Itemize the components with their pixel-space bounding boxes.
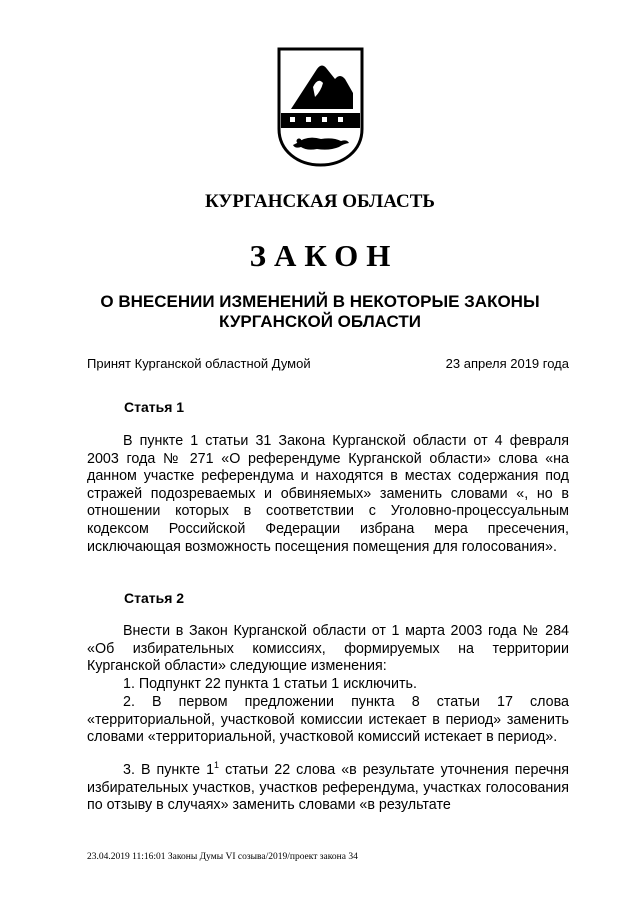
adoption-info	[87, 356, 569, 374]
article-1-heading: Статья 1	[124, 399, 185, 415]
article-2-heading: Статья 2	[124, 590, 185, 606]
adopted-by: Принят Курганской областной Думой	[87, 356, 311, 371]
law-subtitle-line-2: КУРГАНСКОЙ ОБЛАСТИ	[219, 312, 421, 331]
item-3-start: 3. В пункте 1	[123, 762, 215, 778]
document-footer: 23.04.2019 11:16:01 Законы Думы VI созыва/2019/проект закона 34	[87, 852, 358, 862]
article-2-item-3	[87, 762, 569, 815]
article-2-intro: Внести в Закон Курганской области от 1 марта 2003 года № 284 «Об избирательных комиссиях, формируемых на территории Курганской области» следующие изменения:	[87, 623, 569, 675]
adoption-date: 23 апреля 2019 года	[445, 356, 569, 371]
article-1-text: В пункте 1 статьи 31 Закона Курганской области от 4 февраля 2003 года № 271 «О референдуме Курганской области» слова «на данном участке референдума и находятся в местах содержания под стражей подозреваемых и обвиняемых» заменить словами «, но в отношении которых в соответствии с Уголовно-процессуальным кодексом Российской Федерации избрана мера пресечения, исключающая возможность посещения помещения для голосования».	[87, 433, 569, 555]
coat-of-arms-emblem	[277, 47, 364, 167]
law-subtitle-line-1: О ВНЕСЕНИИ ИЗМЕНЕНИЙ В НЕКОТОРЫЕ ЗАКОНЫ	[100, 292, 540, 311]
law-subtitle	[0, 292, 640, 332]
law-title: ЗАКОН	[249, 238, 399, 273]
item-3-superscript: 1	[214, 760, 220, 771]
article-2-item-2: 2. В первом предложении пункта 8 статьи 17 слова «территориальной, участковой комиссии истекает в период» заменить словами «территориальной, участковой комиссий истекает в период».	[87, 694, 569, 746]
article-2-item-1: 1. Подпункт 22 пункта 1 статьи 1 исключить.	[123, 676, 417, 692]
region-title: КУРГАНСКАЯ ОБЛАСТЬ	[205, 191, 435, 212]
item-3-rest: статьи 22 слова «в результате уточнения перечня избирательных участков, участков референдума, участках голосования по отзыву в случаях» заменить словами «в результате	[87, 762, 569, 814]
